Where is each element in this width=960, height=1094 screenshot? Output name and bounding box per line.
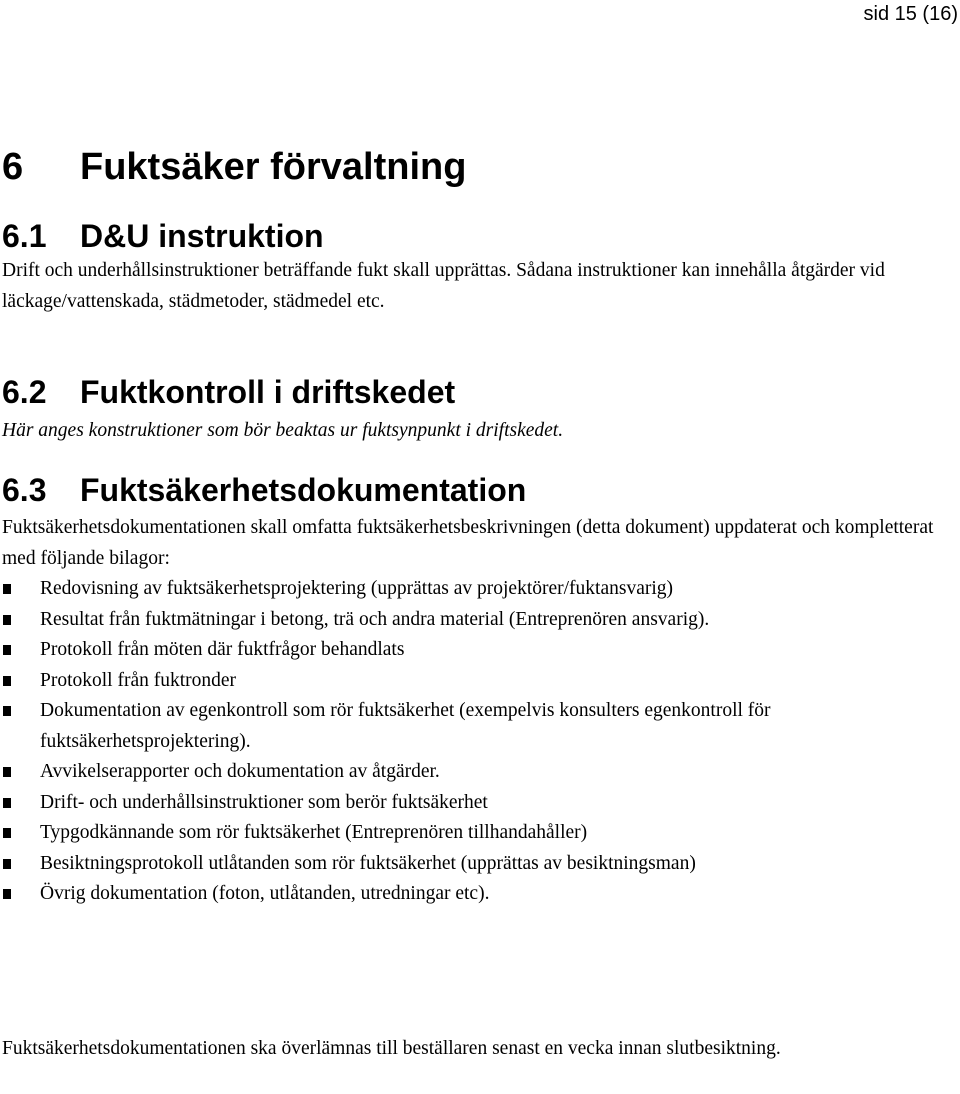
section-6-3-title: Fuktsäkerhetsdokumentation [80,472,527,508]
chapter-heading [2,144,466,190]
square-bullet-icon [3,706,11,716]
section-6-2-title: Fuktkontroll i driftskedet [80,374,456,410]
chapter-number: 6 [2,146,24,188]
section-6-2-heading [2,373,455,411]
attachment-list [2,574,952,910]
section-6-3-closing: Fuktsäkerhetsdokumentationen ska överlämnas till beställaren senast en vecka innan slutbesiktning. [2,1038,781,1059]
square-bullet-icon [3,889,11,899]
section-6-1-heading [2,217,324,255]
section-6-1-text: Drift och underhållsinstruktioner beträffande fukt skall upprättas. Sådana instruktioner kan innehålla åtgärder vid läckage/vattenskada, städmetoder, städmedel etc. [2,260,885,312]
section-6-3-intro: Fuktsäkerhetsdokumentationen skall omfatta fuktsäkerhetsbeskrivningen (detta dokument) uppdaterat och kompletterat med följande bilagor: [2,517,934,569]
section-6-1-title: D&U instruktion [80,218,324,254]
list-item: Besiktningsprotokoll utlåtanden som rör fuktsäkerhet (upprättas av besiktningsman) [2,849,952,880]
chapter-title: Fuktsäker förvaltning [80,146,467,188]
section-6-3-heading [2,471,526,509]
section-6-2-number: 6.2 [2,374,47,410]
list-item: Dokumentation av egenkontroll som rör fuktsäkerhet (exempelvis konsulters egenkontroll för fuktsäkerhetsprojektering). [2,696,952,757]
section-6-3-number: 6.3 [2,472,47,508]
list-item: Protokoll från möten där fuktfrågor behandlats [2,635,952,666]
page-number: sid 15 (16) [863,3,958,25]
list-item: Protokoll från fuktronder [2,666,952,697]
square-bullet-icon [3,798,11,808]
list-item: Redovisning av fuktsäkerhetsprojektering (upprättas av projektörer/fuktansvarig) [2,574,952,605]
list-item: Avvikelserapporter och dokumentation av åtgärder. [2,757,952,788]
square-bullet-icon [3,828,11,838]
square-bullet-icon [3,645,11,655]
square-bullet-icon [3,676,11,686]
square-bullet-icon [3,615,11,625]
list-item: Resultat från fuktmätningar i betong, trä och andra material (Entreprenören ansvarig). [2,605,952,636]
square-bullet-icon [3,584,11,594]
list-item: Övrig dokumentation (foton, utlåtanden, utredningar etc). [2,879,952,910]
list-item: Typgodkännande som rör fuktsäkerhet (Entreprenören tillhandahåller) [2,818,952,849]
square-bullet-icon [3,767,11,777]
section-6-1-number: 6.1 [2,218,47,254]
square-bullet-icon [3,859,11,869]
list-item: Drift- och underhållsinstruktioner som berör fuktsäkerhet [2,788,952,819]
section-6-2-text: Här anges konstruktioner som bör beaktas ur fuktsynpunkt i driftskedet. [2,420,564,441]
